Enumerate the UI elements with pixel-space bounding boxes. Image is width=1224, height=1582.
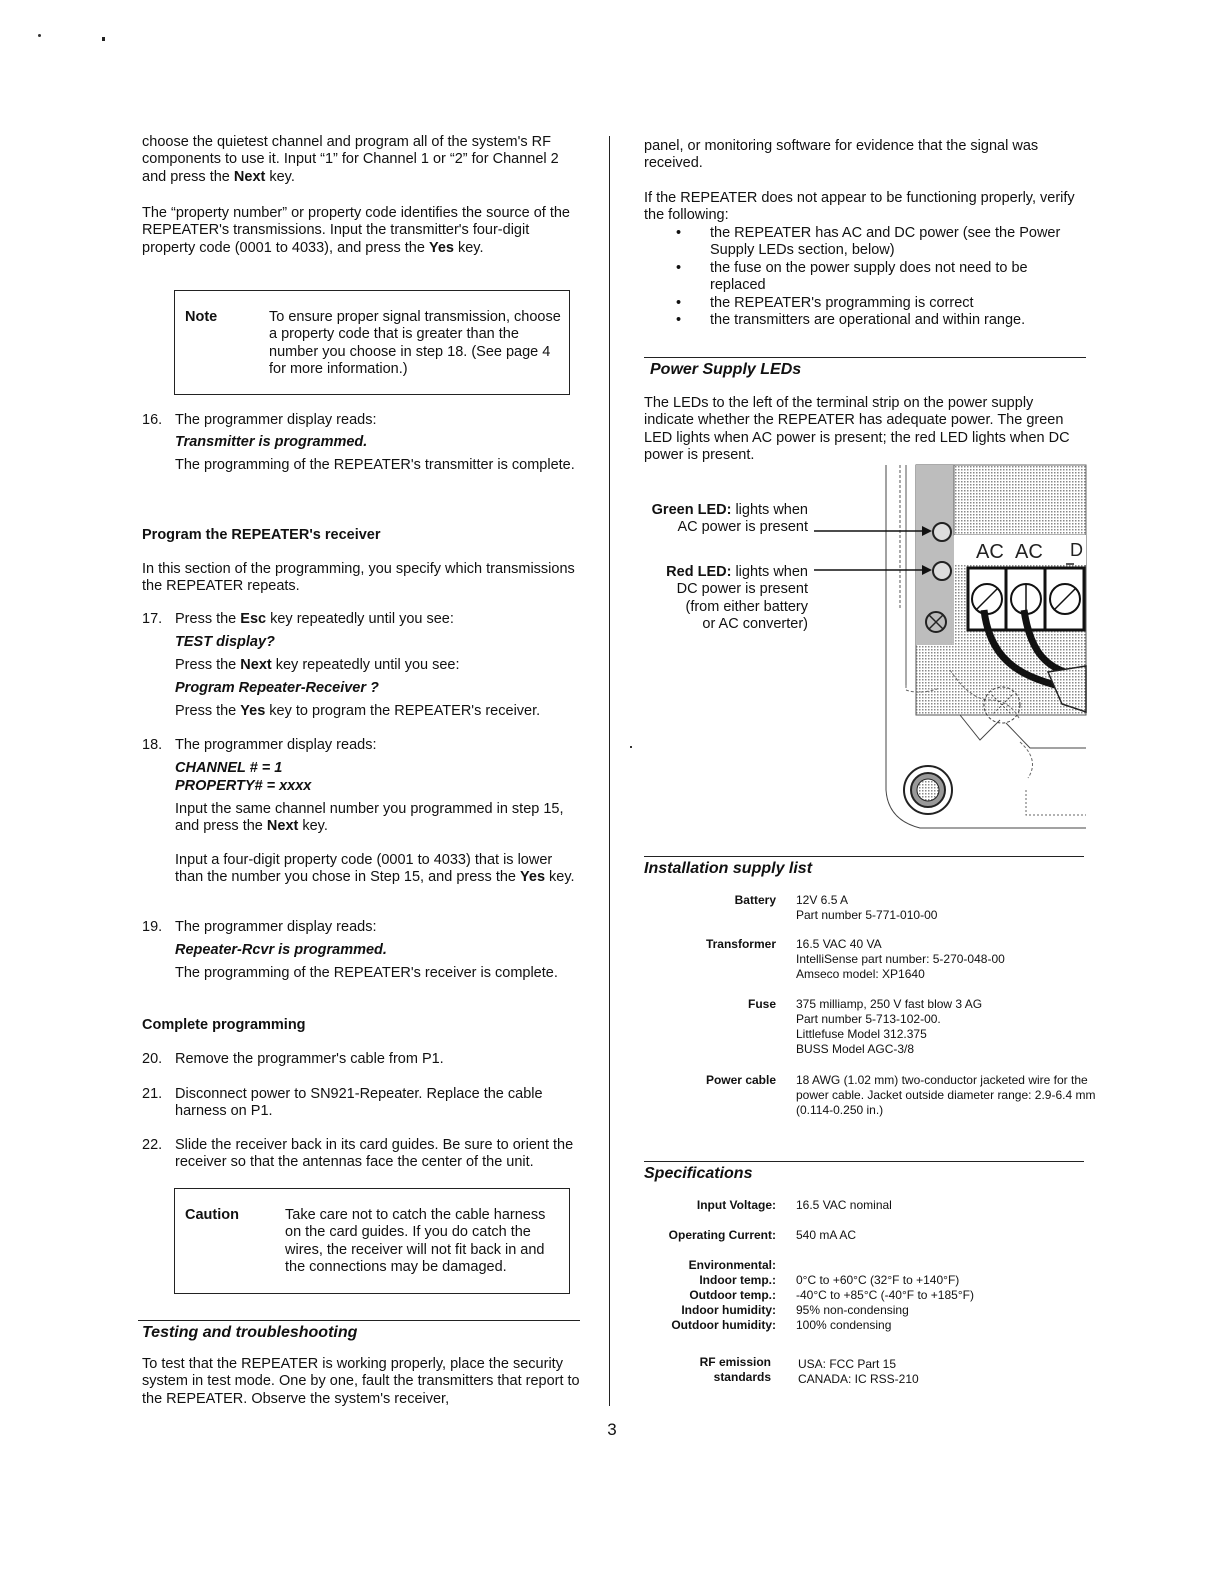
caution-text: Take care not to catch the cable harness on the card guides. If you do catch the wires, the receiver will not fit back in and the connections may be damaged.	[285, 1207, 546, 1276]
step-number: 17.	[142, 611, 163, 627]
caution-box	[174, 1188, 570, 1294]
spec-labels-rf: RF emission standards	[699, 1355, 771, 1384]
continued-paragraph: panel, or monitoring software for evidence that the signal was received.	[644, 138, 1039, 172]
step-number: 19.	[142, 919, 163, 935]
spec-values-rf: USA: FCC Part 15 CANADA: IC RSS-210	[798, 1357, 919, 1386]
step-text: Disconnect power to SN921-Repeater. Replace the cable harness on P1.	[175, 1086, 543, 1120]
ac-label-1: AC	[976, 541, 1004, 563]
green-led-label: Green LED: lights when AC power is present	[651, 502, 808, 536]
install-value-transformer: 16.5 VAC 40 VA IntelliSense part number: 5-270-048-00 Amseco model: XP1640	[796, 937, 1005, 981]
d-label: D	[1070, 540, 1083, 560]
step-number: 22.	[142, 1137, 163, 1153]
step-text: The programmer display reads:	[175, 919, 377, 935]
display-text: TEST display?	[175, 634, 275, 650]
section-rule	[644, 1161, 1084, 1162]
caution-label: Caution	[185, 1207, 239, 1223]
ac-label-2: AC	[1015, 541, 1043, 563]
step-number: 18.	[142, 737, 163, 753]
section-rule	[644, 856, 1084, 857]
display-text: CHANNEL # = 1	[175, 760, 283, 776]
step-text: Press the Esc key repeatedly until you see:	[175, 611, 454, 627]
step-text: The programming of the REPEATER's receiver is complete.	[175, 965, 558, 981]
note-box	[174, 290, 570, 395]
testing-paragraph: To test that the REPEATER is working properly, place the security system in test mode. One by one, fault the transmitters that report to the REPEATER. Observe the system's receiver,	[142, 1356, 580, 1407]
display-text: Repeater-Rcvr is programmed.	[175, 942, 387, 958]
install-label-fuse: Fuse	[747, 997, 776, 1011]
receiver-intro: In this section of the programming, you specify which transmissions the REPEATER repeats.	[142, 561, 575, 595]
note-label: Note	[185, 309, 218, 325]
step-number: 21.	[142, 1086, 163, 1102]
display-text: Program Repeater-Receiver ?	[175, 680, 379, 696]
step-number: 20.	[142, 1051, 163, 1067]
step-number: 16.	[142, 412, 163, 428]
step-text: The programmer display reads:	[175, 412, 377, 428]
step-text: Slide the receiver back in its card guides. Be sure to orient the receiver so that the antennas face the center of the unit.	[175, 1137, 574, 1171]
step-text: Press the Yes key to program the REPEATER's receiver.	[175, 703, 541, 719]
verify-paragraph: If the REPEATER does not appear to be functioning properly, verify the following:	[644, 190, 1075, 224]
step-text: The programming of the REPEATER's transmitter is complete.	[175, 457, 575, 473]
complete-heading: Complete programming	[142, 1017, 306, 1033]
list-item: • the REPEATER has AC and DC power (see the Power Supply LEDs section, below)	[644, 225, 1084, 260]
power-leds-title: Power Supply LEDs	[650, 361, 802, 378]
scan-mark	[38, 34, 41, 37]
spec-values-environmental: 0°C to +60°C (32°F to +140°F) -40°C to +85°C (-40°F to +185°F) 95% non-condensing 100% condensing	[796, 1273, 974, 1332]
power-leds-paragraph: The LEDs to the left of the terminal strip on the power supply indicate whether the REPEATER has adequate power. The green LED lights when AC power is present; the red LED lights when DC power is present.	[644, 395, 1070, 464]
spec-value-operating-current: 540 mA AC	[796, 1228, 857, 1242]
step-text: Remove the programmer's cable from P1.	[175, 1051, 444, 1067]
intro-paragraph-1: choose the quietest channel and program all of the system's RF components to use it. Input “1” for Channel 1 or “2” for Channel 2 and press the Next key.	[142, 134, 559, 185]
list-item: • the REPEATER's programming is correct	[644, 295, 1084, 312]
step-text: Input the same channel number you programmed in step 15, and press the Next key.	[175, 801, 564, 835]
install-value-fuse: 375 milliamp, 250 V fast blow 3 AG Part number 5-713-102-00. Littlefuse Model 312.375 BUSS Model AGC-3/8	[796, 997, 983, 1056]
display-text: PROPERTY# = xxxx	[175, 778, 312, 794]
specifications-title: Specifications	[644, 1165, 753, 1182]
scan-mark	[102, 37, 105, 41]
step-text: Input a four-digit property code (0001 to 4033) that is lower than the number you chose in Step 15, and press the Yes key.	[175, 852, 575, 886]
page-number: 3	[607, 1420, 617, 1439]
list-item: • the transmitters are operational and within range.	[644, 312, 1084, 329]
step-text: Press the Next key repeatedly until you see:	[175, 657, 460, 673]
install-value-battery: 12V 6.5 A Part number 5-771-010-00	[796, 893, 938, 922]
step-text: The programmer display reads:	[175, 737, 377, 753]
section-rule	[138, 1320, 580, 1321]
install-label-battery: Battery	[734, 893, 776, 907]
intro-paragraph-2: The “property number” or property code identifies the source of the REPEATER's transmissions. Input the transmitter's four-digit property code (0001 to 4033), and press the Yes key.	[142, 205, 570, 256]
led-leader-lines	[810, 520, 938, 582]
column-divider	[609, 136, 610, 1406]
power-supply-diagram	[880, 460, 1090, 830]
install-label-transformer: Transformer	[705, 937, 776, 951]
spec-labels-environmental: Environmental: Indoor temp.: Outdoor temp.: Indoor humidity: Outdoor humidity:	[671, 1258, 776, 1332]
receiver-heading: Program the REPEATER's receiver	[142, 527, 381, 543]
spec-label-input-voltage: Input Voltage:	[696, 1198, 776, 1212]
section-rule	[644, 357, 1086, 358]
red-led-label: Red LED: lights when DC power is present (from either battery or AC converter)	[666, 564, 808, 633]
install-label-power-cable: Power cable	[705, 1073, 776, 1087]
install-title: Installation supply list	[644, 860, 813, 877]
verify-list	[644, 225, 1084, 329]
spec-label-operating-current: Operating Current:	[668, 1228, 776, 1242]
spec-value-input-voltage: 16.5 VAC nominal	[796, 1198, 892, 1212]
testing-title: Testing and troubleshooting	[142, 1324, 358, 1341]
note-text: To ensure proper signal transmission, choose a property code that is greater than the number you choose in step 18. (See page 4 for more information.)	[269, 309, 561, 378]
pcb-top	[954, 465, 1086, 535]
display-text: Transmitter is programmed.	[175, 434, 368, 450]
install-value-power-cable: 18 AWG (1.02 mm) two-conductor jacketed wire for the power cable. Jacket outside diameter range: 2.9-6.4 mm (0.114-0.250 in.)	[796, 1073, 1096, 1117]
scan-mark	[630, 746, 632, 748]
list-item: • the fuse on the power supply does not need to be replaced	[644, 260, 1084, 295]
